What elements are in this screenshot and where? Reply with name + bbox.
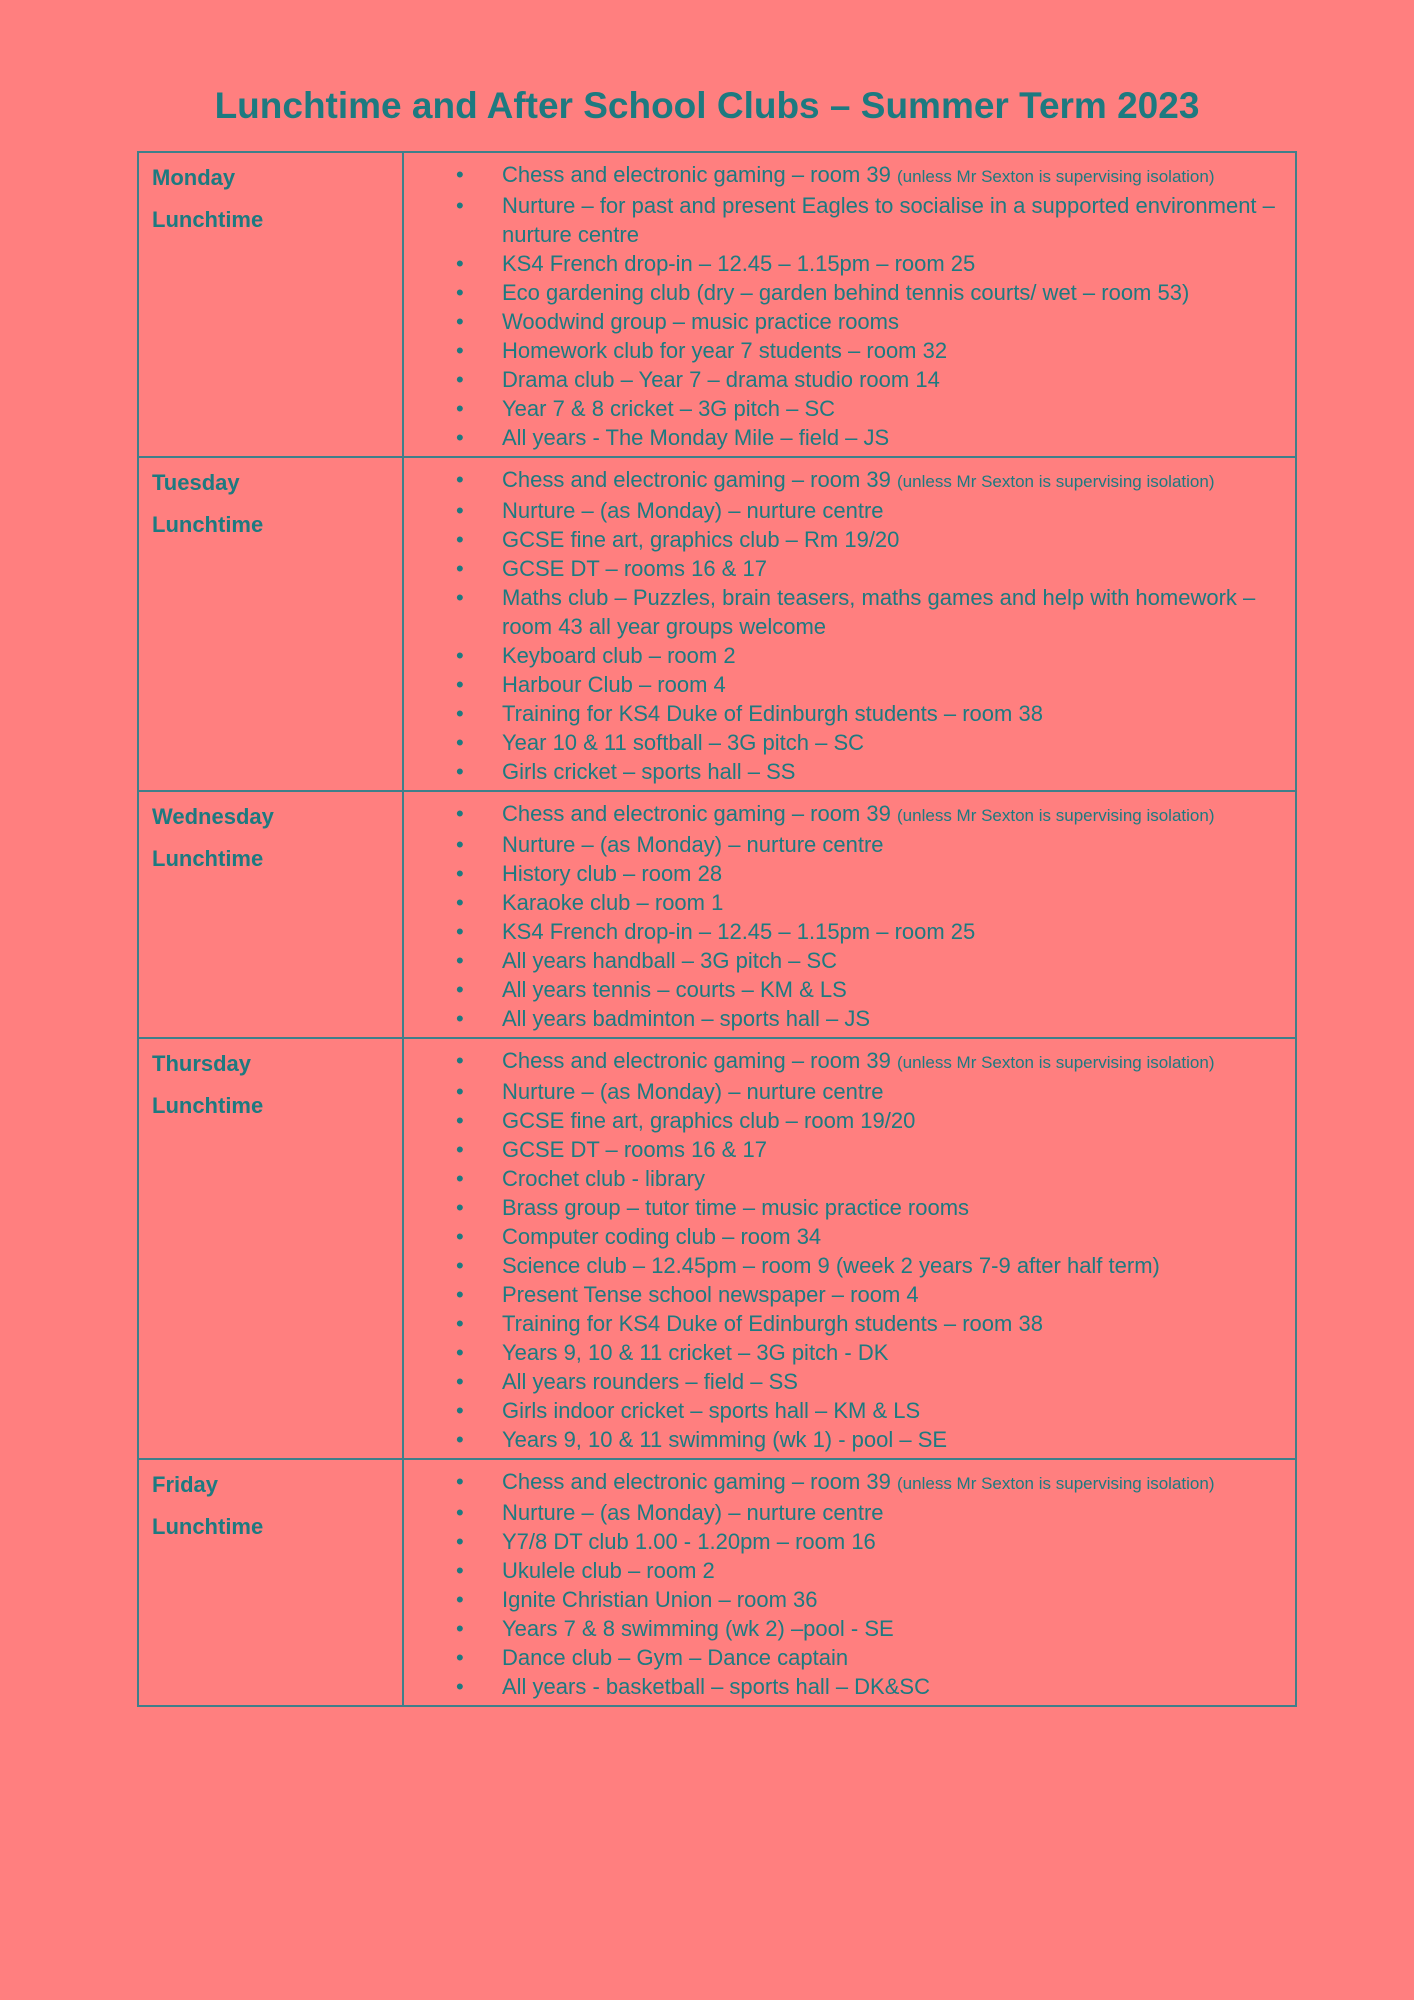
day-period: Lunchtime	[152, 846, 264, 871]
club-text: Crochet club - library	[502, 1166, 705, 1191]
club-text: Drama club – Year 7 – drama studio room 14	[502, 367, 940, 392]
club-list-item	[404, 1643, 1287, 1672]
day-period: Lunchtime	[152, 512, 264, 537]
club-list-item	[404, 946, 1287, 975]
club-list-item	[404, 1164, 1287, 1193]
club-text: GCSE fine art, graphics club – Rm 19/20	[502, 527, 900, 552]
club-list-cell	[403, 1459, 1296, 1706]
club-text: All years rounders – field – SS	[502, 1369, 798, 1394]
club-list-item	[404, 1222, 1287, 1251]
club-list-item	[404, 496, 1287, 525]
club-text: Ukulele club – room 2	[502, 1558, 715, 1583]
club-list-item	[404, 1527, 1287, 1556]
club-text: Training for KS4 Duke of Edinburgh students – room 38	[502, 1311, 1043, 1336]
club-list-item	[404, 1614, 1287, 1643]
club-text: Dance club – Gym – Dance captain	[502, 1645, 849, 1670]
club-text: Karaoke club – room 1	[502, 890, 724, 915]
day-row-friday	[138, 1459, 1296, 1706]
club-note: (unless Mr Sexton is supervising isolation)	[897, 806, 1215, 825]
club-list	[404, 1467, 1287, 1701]
club-text: Chess and electronic gaming – room 39	[502, 801, 891, 826]
club-list-cell	[403, 152, 1296, 457]
club-note: (unless Mr Sexton is supervising isolation)	[897, 472, 1215, 491]
club-list-item	[404, 1077, 1287, 1106]
club-text: Maths club – Puzzles, brain teasers, maths games and help with homework – room 43 all year groups welcome	[502, 585, 1256, 639]
club-note: (unless Mr Sexton is supervising isolation)	[897, 1474, 1215, 1493]
day-period: Lunchtime	[152, 1514, 264, 1539]
day-name: Wednesday	[152, 804, 274, 829]
club-text: All years - The Monday Mile – field – JS	[502, 425, 890, 450]
club-text: Y7/8 DT club 1.00 - 1.20pm – room 16	[502, 1529, 876, 1554]
club-list-item	[404, 1467, 1287, 1498]
club-list-item	[404, 249, 1287, 278]
day-name: Monday	[152, 165, 236, 190]
club-note: (unless Mr Sexton is supervising isolation)	[897, 1053, 1215, 1072]
day-name: Thursday	[152, 1051, 252, 1076]
day-row-wednesday	[138, 791, 1296, 1038]
club-text: Girls cricket – sports hall – SS	[502, 759, 796, 784]
club-text: Year 10 & 11 softball – 3G pitch – SC	[502, 730, 865, 755]
club-list-item	[404, 1004, 1287, 1033]
club-list-item	[404, 1193, 1287, 1222]
club-list-item	[404, 1672, 1287, 1701]
day-name: Tuesday	[152, 470, 240, 495]
club-list-item	[404, 641, 1287, 670]
club-list-item	[404, 975, 1287, 1004]
club-text: GCSE DT – rooms 16 & 17	[502, 556, 767, 581]
club-text: Nurture – (as Monday) – nurture centre	[502, 1500, 884, 1525]
club-text: All years - basketball – sports hall – DK&SC	[502, 1674, 930, 1699]
club-list-item	[404, 307, 1287, 336]
club-list-item	[404, 423, 1287, 452]
club-text: Chess and electronic gaming – room 39	[502, 162, 891, 187]
club-list-item	[404, 917, 1287, 946]
club-list-item	[404, 1367, 1287, 1396]
club-list-item	[404, 1280, 1287, 1309]
club-text: KS4 French drop-in – 12.45 – 1.15pm – room 25	[502, 251, 976, 276]
day-period: Lunchtime	[152, 207, 264, 232]
day-cell	[138, 457, 403, 791]
club-text: Nurture – for past and present Eagles to socialise in a supported environment – nurture centre	[502, 193, 1275, 247]
club-list-item	[404, 525, 1287, 554]
club-text: Harbour Club – room 4	[502, 672, 726, 697]
club-list-item	[404, 336, 1287, 365]
club-list-item	[404, 191, 1287, 249]
club-text: Eco gardening club (dry – garden behind tennis courts/ wet – room 53)	[502, 280, 1190, 305]
day-row-tuesday	[138, 457, 1296, 791]
club-text: Nurture – (as Monday) – nurture centre	[502, 832, 884, 857]
day-period: Lunchtime	[152, 1093, 264, 1118]
club-text: Science club – 12.45pm – room 9 (week 2 years 7-9 after half term)	[502, 1253, 1160, 1278]
club-list-item	[404, 1396, 1287, 1425]
day-row-monday	[138, 152, 1296, 457]
day-cell	[138, 791, 403, 1038]
club-text: Nurture – (as Monday) – nurture centre	[502, 1079, 884, 1104]
club-text: Years 7 & 8 swimming (wk 2) –pool - SE	[502, 1616, 894, 1641]
club-text: Years 9, 10 & 11 cricket – 3G pitch - DK	[502, 1340, 889, 1365]
club-list-item	[404, 1556, 1287, 1585]
day-name: Friday	[152, 1472, 219, 1497]
day-cell	[138, 152, 403, 457]
club-list-item	[404, 1585, 1287, 1614]
club-text: Years 9, 10 & 11 swimming (wk 1) - pool – SE	[502, 1427, 948, 1452]
club-list	[404, 1046, 1287, 1454]
club-text: Chess and electronic gaming – room 39	[502, 1469, 891, 1494]
club-text: Brass group – tutor time – music practice rooms	[502, 1195, 970, 1220]
page-title: Lunchtime and After School Clubs – Summer Term 2023	[214, 85, 1200, 126]
club-text: All years handball – 3G pitch – SC	[502, 948, 838, 973]
club-list-item	[404, 160, 1287, 191]
club-text: Woodwind group – music practice rooms	[502, 309, 899, 334]
club-text: GCSE DT – rooms 16 & 17	[502, 1137, 767, 1162]
club-list-item	[404, 699, 1287, 728]
club-text: Chess and electronic gaming – room 39	[502, 467, 891, 492]
club-note: (unless Mr Sexton is supervising isolation)	[897, 167, 1215, 186]
club-list	[404, 799, 1287, 1033]
club-list-item	[404, 859, 1287, 888]
club-text: Year 7 & 8 cricket – 3G pitch – SC	[502, 396, 836, 421]
club-list	[404, 160, 1287, 452]
club-text: Computer coding club – room 34	[502, 1224, 822, 1249]
club-list-cell	[403, 1038, 1296, 1459]
club-list-item	[404, 583, 1287, 641]
club-text: Nurture – (as Monday) – nurture centre	[502, 498, 884, 523]
club-list-item	[404, 757, 1287, 786]
day-row-thursday	[138, 1038, 1296, 1459]
club-list-item	[404, 1046, 1287, 1077]
club-list-item	[404, 1425, 1287, 1454]
clubs-table	[137, 151, 1297, 1707]
day-cell	[138, 1038, 403, 1459]
club-list	[404, 465, 1287, 786]
club-list-item	[404, 278, 1287, 307]
club-list-item	[404, 554, 1287, 583]
club-list-item	[404, 1251, 1287, 1280]
club-list-item	[404, 728, 1287, 757]
club-list-item	[404, 799, 1287, 830]
club-list-item	[404, 1135, 1287, 1164]
club-list-item	[404, 365, 1287, 394]
club-list-item	[404, 1106, 1287, 1135]
club-list-item	[404, 394, 1287, 423]
club-list-item	[404, 670, 1287, 699]
club-list-item	[404, 465, 1287, 496]
clubs-table-body	[138, 152, 1296, 1706]
club-text: KS4 French drop-in – 12.45 – 1.15pm – room 25	[502, 919, 976, 944]
club-list-cell	[403, 457, 1296, 791]
club-list-item	[404, 1309, 1287, 1338]
club-text: Ignite Christian Union – room 36	[502, 1587, 818, 1612]
club-text: Chess and electronic gaming – room 39	[502, 1048, 891, 1073]
club-text: Training for KS4 Duke of Edinburgh students – room 38	[502, 701, 1043, 726]
club-list-item	[404, 888, 1287, 917]
club-list-item	[404, 1498, 1287, 1527]
club-text: All years badminton – sports hall – JS	[502, 1006, 871, 1031]
club-text: History club – room 28	[502, 861, 723, 886]
club-list-cell	[403, 791, 1296, 1038]
club-text: Present Tense school newspaper – room 4	[502, 1282, 919, 1307]
club-text: Homework club for year 7 students – room 32	[502, 338, 948, 363]
day-cell	[138, 1459, 403, 1706]
club-text: All years tennis – courts – KM & LS	[502, 977, 847, 1002]
club-list-item	[404, 1338, 1287, 1367]
club-text: GCSE fine art, graphics club – room 19/20	[502, 1108, 916, 1133]
club-list-item	[404, 830, 1287, 859]
club-text: Keyboard club – room 2	[502, 643, 736, 668]
club-text: Girls indoor cricket – sports hall – KM & LS	[502, 1398, 921, 1423]
